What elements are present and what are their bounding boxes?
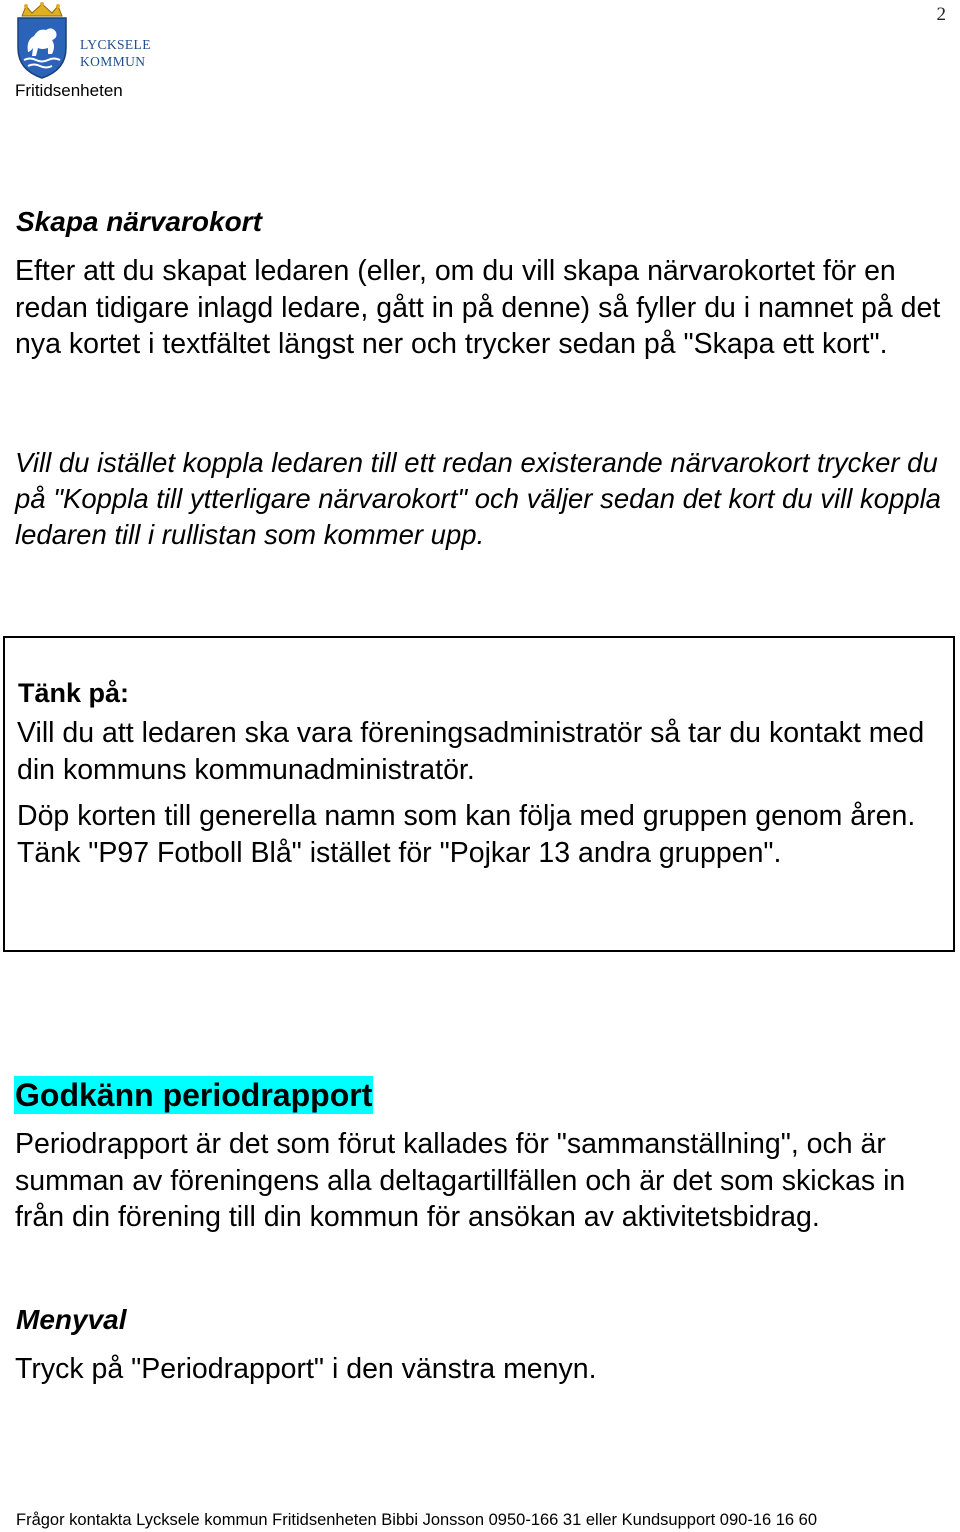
page-number: 2 bbox=[936, 4, 946, 25]
logo-text-line1: LYCKSELE bbox=[80, 37, 151, 52]
tip-heading: Tänk på: bbox=[18, 678, 130, 708]
lycksele-kommun-logo bbox=[12, 2, 152, 80]
logo-wordmark bbox=[80, 36, 151, 70]
department-name: Fritidsenheten bbox=[15, 81, 123, 100]
menyval-heading: Menyval bbox=[16, 1304, 127, 1335]
godkann-heading: Godkänn periodrapport bbox=[15, 1077, 373, 1113]
skapa-paragraph-1: Efter att du skapat ledaren (eller, om du vill skapa närvarokortet för en redan tidigare inlagd ledare, gått in på denne) så fyller du i namnet på det nya kortet i textfältet längst ner och trycker sedan på "Skapa ett kort". bbox=[15, 255, 941, 360]
footer-contact: Frågor kontakta Lycksele kommun Fritidsenheten Bibbi Jonsson 0950-166 31 eller Kundsupport 090-16 16 60 bbox=[16, 1511, 818, 1529]
menyval-paragraph: Tryck på "Periodrapport" i den vänstra menyn. bbox=[15, 1353, 597, 1385]
tip-text-1: Vill du att ledaren ska vara föreningsadministratör så tar du kontakt med din kommuns kommunadministratör. bbox=[17, 717, 925, 786]
skapa-paragraph-2: Vill du istället koppla ledaren till ett redan existerande närvarokort trycker du på "Koppla till ytterligare närvarokort" och väljer sedan det kort du vill koppla ledaren till i rullistan som kommer upp. bbox=[15, 447, 941, 550]
tip-text-2: Döp korten till generella namn som kan följa med gruppen genom åren. Tänk "P97 Fotboll Blå" istället för "Pojkar 13 andra gruppen". bbox=[17, 800, 916, 869]
skapa-heading: Skapa närvarokort bbox=[16, 206, 262, 237]
logo-text-line2: KOMMUN bbox=[80, 54, 146, 69]
godkann-paragraph: Periodrapport är det som förut kallades för "sammanställning", och är summan av föreningens alla deltagartillfällen och är det som skickas in från din förening till din kommun för ansökan av aktivitetsbidrag. bbox=[15, 1128, 906, 1233]
tip-box bbox=[3, 636, 955, 952]
coat-of-arms-icon bbox=[12, 2, 72, 80]
